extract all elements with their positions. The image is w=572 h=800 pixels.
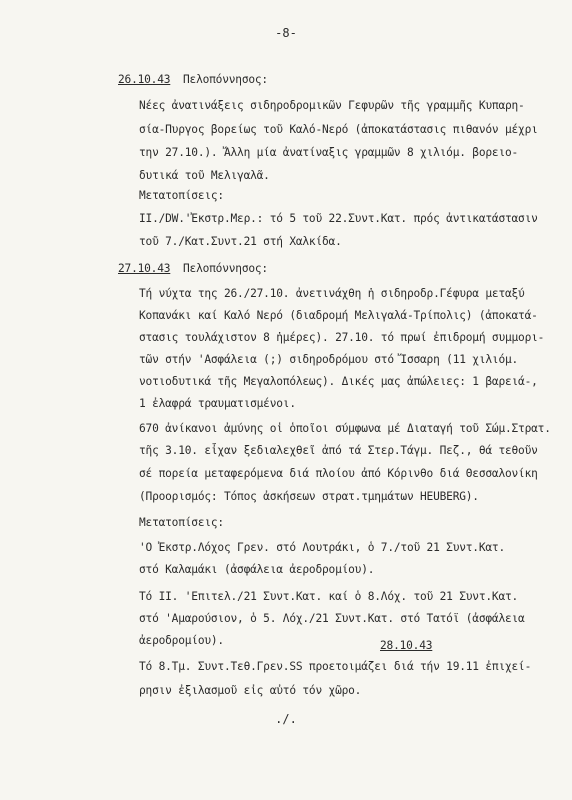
- page-number: -8-: [275, 26, 297, 40]
- entry-date: 26.10.43: [118, 73, 171, 86]
- text-line: 'Ο Ἐκστρ.Λόχος Γρεν. στό Λουτράκι, ὁ 7./τοῦ 21 Συντ.Κατ.: [139, 541, 505, 554]
- section-label: Μετατοπίσεις:: [139, 189, 224, 202]
- text-line: σέ πορεία μεταφερόμενα διά πλοίου ἀπό Κόρινθο διά Θεσσαλονίκη: [139, 467, 538, 480]
- entry-region: Πελοπόννησος:: [183, 262, 268, 275]
- text-line: στό Καλαμάκι (ἀσφάλεια ἀεροδρομίου).: [139, 563, 375, 576]
- entry-date: 28.10.43: [380, 639, 433, 652]
- text-line: νοτιοδυτικά τῆς Μεγαλοπόλεως). Δικές μας ἀπώλειες: 1 βαρειά-,: [139, 375, 538, 388]
- text-line: τοῦ 7./Κατ.Συντ.21 στή Χαλκίδα.: [139, 235, 342, 248]
- text-line: 1 ἐλαφρά τραυματισμένοι.: [139, 397, 296, 410]
- text-line: Τό II. 'Επιτελ./21 Συντ.Κατ. καί ὁ 8.Λόχ. τοῦ 21 Συντ.Κατ.: [139, 590, 519, 603]
- entry-date: 27.10.43: [118, 262, 171, 275]
- text-line: Νέες ἀνατινάξεις σιδηροδρομικῶν Γεφυρῶν τῆς γραμμῆς Κυπαρη-: [139, 99, 525, 112]
- text-line: Τό 8.Τμ. Συντ.Τεθ.Γρεν.SS προετοιμάζει διά τήν 19.11 ἐπιχεί-: [139, 660, 532, 673]
- text-line: Τή νύχτα της 26./27.10. ἀνετινάχθη ἡ σιδηροδρ.Γέφυρα μεταξύ: [139, 287, 525, 300]
- text-line: δυτικά τοῦ Μελιγαλᾶ.: [139, 169, 270, 182]
- text-line: (Προορισμός: Τόπος ἀσκήσεων στρατ.τμημάτων HEUBERG).: [139, 490, 479, 503]
- text-line: II./DW.'Ἐκστρ.Μερ.: τό 5 τοῦ 22.Συντ.Κατ. πρός ἀντικατάστασιν: [139, 212, 538, 225]
- text-line: σία-Πυργος βορείως τοῦ Καλό-Νερό (ἀποκατάστασις πιθανόν μέχρι: [139, 123, 538, 136]
- text-line: τῶν στήν 'Ασφάλεια (;) σιδηροδρόμου στό Ἴσσαρη (11 χιλιόμ.: [139, 353, 519, 366]
- text-line: την 27.10.). Ἄλλη μία ἀνατίναξις γραμμῶν 8 χιλιόμ. βορειο-: [139, 146, 519, 159]
- end-mark: ./.: [275, 712, 297, 726]
- text-line: ἀεροδρομίου).: [139, 634, 224, 647]
- section-label: Μετατοπίσεις:: [139, 516, 224, 529]
- text-line: ρησιν ἐξιλασμοῦ εἰς αὐτό τόν χῶρο.: [139, 684, 362, 697]
- text-line: τῆς 3.10. εἶχαν ξεδιαλεχθεῖ ἀπό τά Στερ.Τάγμ. Πεζ., θά τεθοῦν: [139, 444, 538, 457]
- entry-region: Πελοπόννησος:: [183, 73, 268, 86]
- text-line: στό 'Αμαρούσιον, ὁ 5. Λόχ./21 Συντ.Κατ. στό Τατόϊ (ἀσφάλεια: [139, 612, 525, 625]
- text-line: στασις τουλάχιστον 8 ἡμέρες). 27.10. τό πρωί ἐπιδρομή συμμορι-: [139, 331, 545, 344]
- text-line: 670 ἀνίκανοι ἀμύνης οἱ ὁποῖοι σύμφωνα μέ Διαταγή τοῦ Σώμ.Στρατ.: [139, 422, 551, 435]
- text-line: Κοπανάκι καί Καλό Νερό (διαδρομή Μελιγαλά-Τρίπολις) (ἀποκατά-: [139, 309, 538, 322]
